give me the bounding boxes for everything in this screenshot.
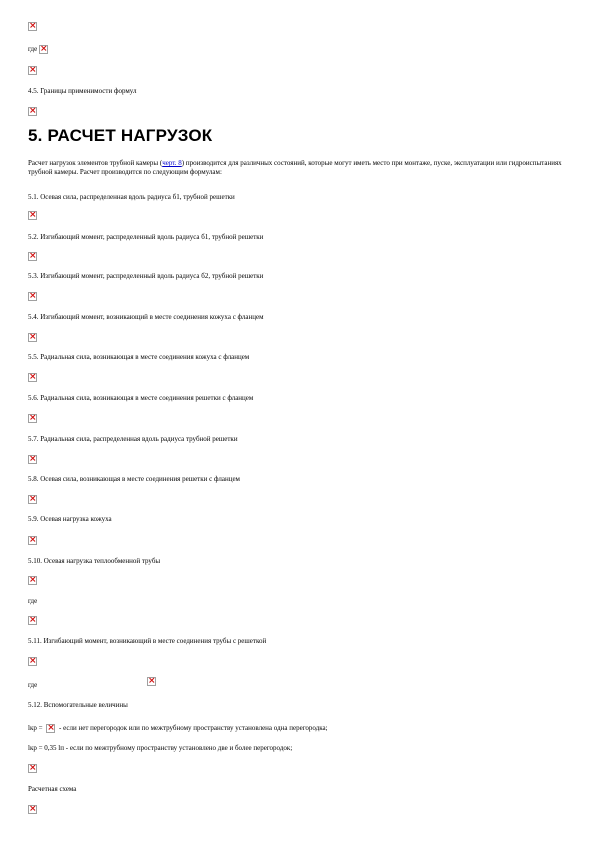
formula-image-broken-icon: [28, 657, 37, 666]
formula-image-broken-icon: [39, 45, 48, 54]
item-5-9: 5.9. Осевая нагрузка кожуха: [28, 515, 112, 523]
formula-image-broken-icon: [28, 576, 37, 585]
item-5-11: 5.11. Изгибающий момент, возникающий в месте соединения трубы с решеткой: [28, 637, 267, 645]
formula-image-broken-icon: [28, 495, 37, 504]
item-5-4: 5.4. Изгибающий момент, возникающий в месте соединения кожуха с фланцем: [28, 313, 264, 321]
item-5-7: 5.7. Радиальная сила, распределенная вдоль радиуса трубной решетки: [28, 435, 238, 443]
item-5-5: 5.5. Радиальная сила, возникающая в месте соединения кожуха с фланцем: [28, 353, 250, 361]
formula-image-broken-icon: [28, 211, 37, 220]
item-5-12: 5.12. Вспомогательные величины: [28, 701, 128, 709]
intro-paragraph: Расчет нагрузок элементов трубной камеры (черт. 8) производится для различных состояний, которые могут иметь место при монтаже, пуске, эксплуатации или гидроиспытаниях трубной камеры. Расчет производится по следующим формулам:: [28, 159, 562, 176]
formula-image-broken-icon: [28, 292, 37, 301]
section-heading: 5. РАСЧЕТ НАГРУЗОК: [28, 126, 213, 145]
formula-image-broken-icon: [28, 616, 37, 625]
formula-image-broken-icon: [28, 252, 37, 261]
lkp-line-2: lкр = 0,35 lп - если по межтрубному пространству установлено две и более перегородок;: [28, 744, 293, 752]
lkp-line-1: lкр = × - если нет перегородок или по межтрубному пространству установлена одна перегородка;: [28, 724, 328, 733]
where-label: где: [28, 681, 38, 689]
item-5-1: 5.1. Осевая сила, распределенная вдоль радиуса б1, трубной решетки: [28, 193, 235, 201]
scheme-image-broken-icon: [28, 805, 37, 814]
formula-image-broken-icon: [147, 677, 156, 686]
formula-image-broken-icon: [46, 724, 55, 733]
formula-image-broken-icon: [28, 414, 37, 423]
item-5-8: 5.8. Осевая сила, возникающая в месте соединения решетки с фланцем: [28, 475, 240, 483]
item-5-3: 5.3. Изгибающий момент, распределенный вдоль радиуса б2, трубной решетки: [28, 272, 264, 280]
section-4-5: 4.5. Границы применимости формул: [28, 87, 137, 95]
item-5-10: 5.10. Осевая нагрузка теплообменной трубы: [28, 557, 161, 565]
formula-image-broken-icon: [28, 22, 37, 31]
drawing-link[interactable]: черт. 8: [162, 159, 182, 167]
formula-image-broken-icon: [28, 536, 37, 545]
formula-image-broken-icon: [28, 107, 37, 116]
formula-image-broken-icon: [28, 66, 37, 75]
item-5-2: 5.2. Изгибающий момент, распределенный вдоль радиуса б1, трубной решетки: [28, 233, 264, 241]
formula-image-broken-icon: [28, 455, 37, 464]
formula-image-broken-icon: [28, 373, 37, 382]
where-label: где: [28, 597, 38, 605]
formula-image-broken-icon: [28, 333, 37, 342]
where-label: где ×: [28, 45, 48, 54]
formula-image-broken-icon: [28, 764, 37, 773]
scheme-label: Расчетная схема: [28, 785, 77, 793]
item-5-6: 5.6. Радиальная сила, возникающая в месте соединения решетки с фланцем: [28, 394, 254, 402]
